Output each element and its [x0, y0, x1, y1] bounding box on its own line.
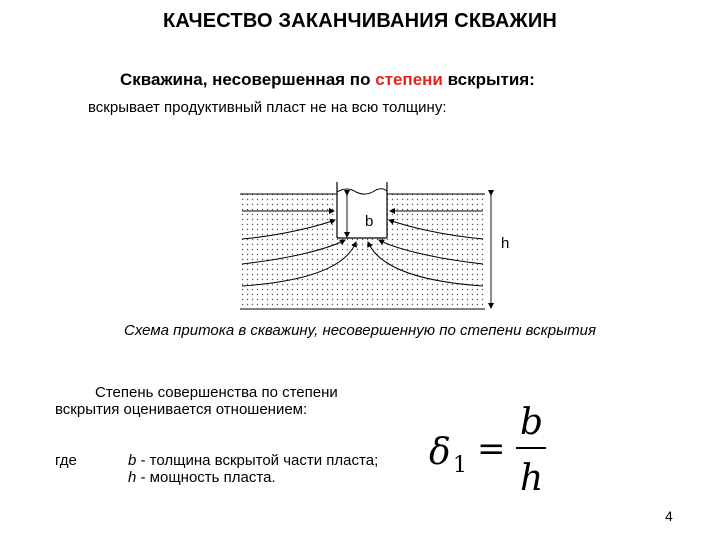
body-line-2: вскрытия оценивается отношением: — [55, 401, 308, 418]
body-text — [55, 384, 338, 418]
body-line-1: Степень совершенства по степени — [95, 384, 338, 401]
slide-subtitle — [120, 70, 535, 90]
formula — [425, 398, 555, 498]
slide-title: КАЧЕСТВО ЗАКАНЧИВАНИЯ СКВАЖИН — [162, 10, 558, 32]
subtitle-part-2: вскрытия: — [442, 70, 535, 89]
definition-list — [128, 452, 378, 486]
label-h: h — [501, 235, 510, 252]
wellbore — [337, 182, 387, 238]
formula-subscript: 1 — [453, 453, 467, 478]
description-text: вскрывает продуктивный пласт не на всю толщину: — [88, 99, 447, 116]
definition-h-text: - мощность пласта. — [136, 469, 276, 486]
definition-b-text: - толщина вскрытой части пласта; — [136, 452, 379, 469]
diagram-caption: Схема притока в скважину, несовершенную по степени вскрытия — [124, 322, 596, 339]
formula-equals: = — [477, 429, 506, 469]
well-inflow-diagram — [230, 182, 520, 317]
definition-b — [128, 452, 378, 469]
where-label: где — [55, 452, 77, 469]
subtitle-highlight: степени — [375, 70, 443, 89]
formula-denominator: h — [520, 458, 544, 498]
formula-delta: δ — [429, 432, 451, 473]
formula-numerator: b — [520, 402, 544, 443]
definition-h-symbol: h — [128, 469, 137, 486]
definition-b-symbol: b — [128, 452, 137, 469]
dimension-h — [491, 195, 509, 308]
label-b: b — [365, 213, 374, 230]
subtitle-part-1: Скважина, несовершенная по — [120, 70, 376, 89]
definition-h — [128, 469, 378, 486]
page-number: 4 — [665, 508, 673, 524]
